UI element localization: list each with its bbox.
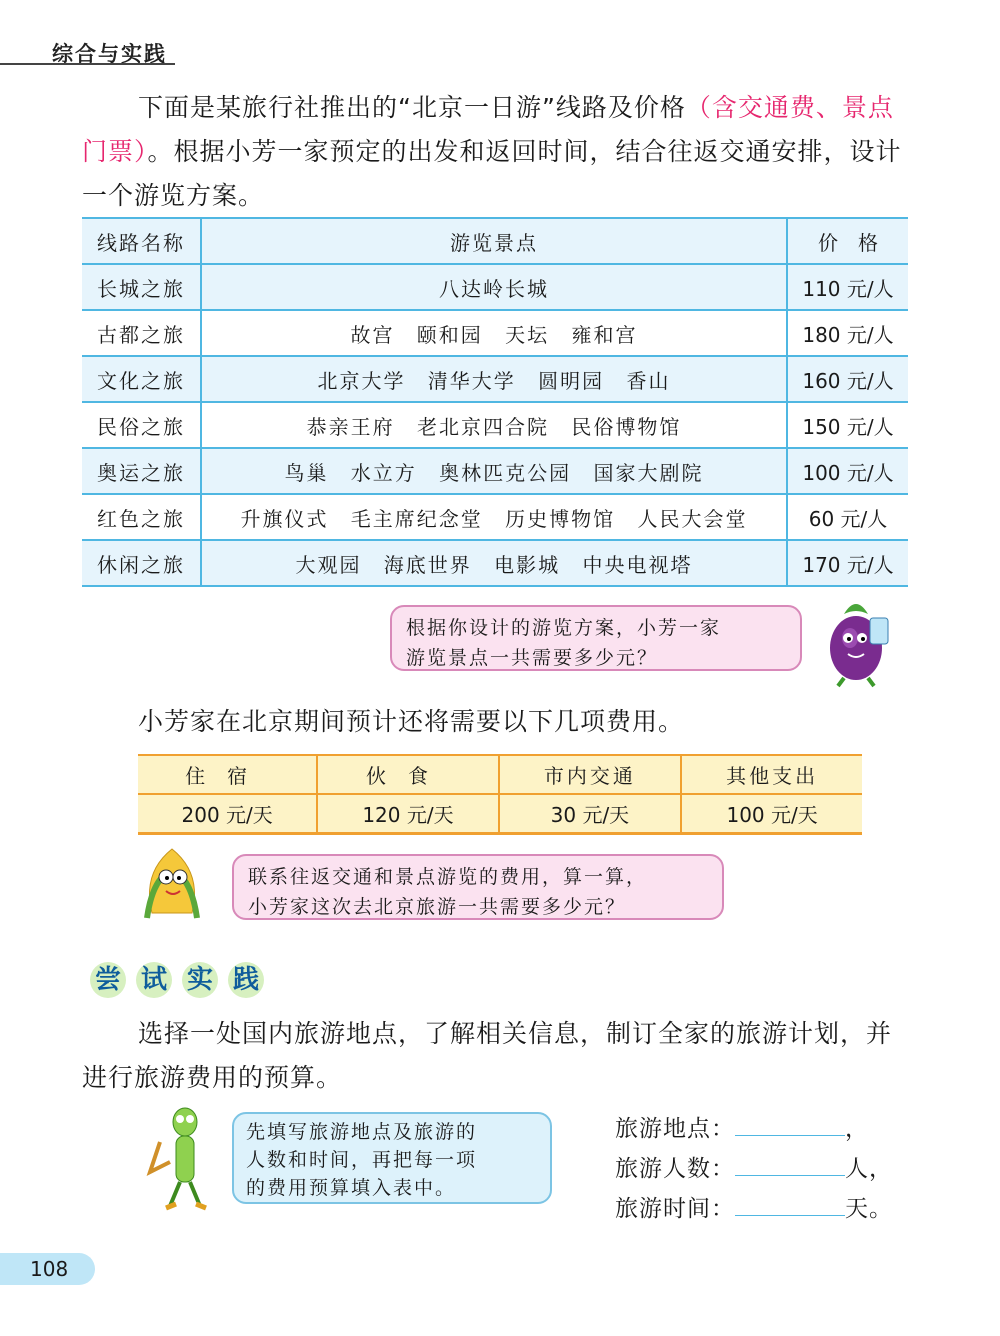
- fill-people-row: [615, 1150, 893, 1183]
- header-rule: [0, 63, 175, 65]
- table-row: [82, 494, 908, 540]
- cost-header-transport: 市内交通: [499, 755, 682, 794]
- practice-text: 选择一处国内旅游地点，了解相关信息，制订全家的旅游计划，并进行旅游费用的预算。: [82, 1019, 893, 1092]
- cost-value-other: 100 元/天: [681, 794, 862, 834]
- fill-time-row: [615, 1190, 893, 1223]
- fill-place-row: [615, 1110, 869, 1143]
- route-price: 150 元/人: [787, 402, 908, 448]
- cost-table-values: [138, 794, 862, 834]
- route-price: 100 元/人: [787, 448, 908, 494]
- try-char-3: 实: [182, 962, 218, 998]
- route-sights: 鸟巢 水立方 奥林匹克公园 国家大剧院: [201, 448, 787, 494]
- cost-value-lodging: 200 元/天: [138, 794, 317, 834]
- route-sights: 故宫 颐和园 天坛 雍和宫: [201, 310, 787, 356]
- fill-time-suffix: 天。: [845, 1196, 893, 1222]
- table-row: [82, 310, 908, 356]
- cost-value-food: 120 元/天: [317, 794, 498, 834]
- cost-header-other: 其他支出: [681, 755, 862, 794]
- route-name: 文化之旅: [82, 356, 201, 402]
- col-header-sights: 游览景点: [201, 218, 787, 264]
- route-price: 110 元/人: [787, 264, 908, 310]
- route-price: 160 元/人: [787, 356, 908, 402]
- cost-intro: 小芳家在北京期间预计还将需要以下几项费用。: [138, 707, 685, 736]
- cost-value-transport: 30 元/天: [499, 794, 682, 834]
- route-name: 古都之旅: [82, 310, 201, 356]
- speech-bubble-2: [232, 854, 724, 920]
- fill-people-label: 旅游人数：: [615, 1156, 735, 1182]
- route-name: 休闲之旅: [82, 540, 201, 586]
- route-sights: 升旗仪式 毛主席纪念堂 历史博物馆 人民大会堂: [201, 494, 787, 540]
- route-sights: 北京大学 清华大学 圆明园 香山: [201, 356, 787, 402]
- table-row: [82, 264, 908, 310]
- fill-place-suffix: ，: [845, 1116, 869, 1142]
- intro-text-red: （含交通费、景点门票）: [82, 93, 894, 166]
- try-char-1: 尝: [90, 962, 126, 998]
- bubble-2-line-2: 小芳家这次去北京旅游一共需要多少元？: [248, 896, 627, 918]
- bubble-3-line-3: 的费用预算填入表中。: [246, 1177, 457, 1199]
- route-sights: 恭亲王府 老北京四合院 民俗博物馆: [201, 402, 787, 448]
- route-name: 民俗之旅: [82, 402, 201, 448]
- table-row: [82, 356, 908, 402]
- col-header-route: 线路名称: [82, 218, 201, 264]
- cost-table-header: [138, 755, 862, 794]
- bubble-2-line-1: 联系往返交通和景点游览的费用，算一算，: [248, 866, 648, 888]
- corn-mascot-icon: [132, 843, 222, 923]
- route-price: 60 元/人: [787, 494, 908, 540]
- intro-paragraph: [82, 86, 912, 218]
- cost-table: [138, 754, 862, 835]
- route-price: 170 元/人: [787, 540, 908, 586]
- route-table: [82, 217, 908, 587]
- fill-place-label: 旅游地点：: [615, 1116, 735, 1142]
- try-char-2: 试: [136, 962, 172, 998]
- table-row: [82, 448, 908, 494]
- speech-bubble-1: [390, 605, 802, 671]
- people-blank[interactable]: [735, 1153, 845, 1176]
- place-blank[interactable]: [735, 1113, 845, 1136]
- route-name: 奥运之旅: [82, 448, 201, 494]
- bubble-3-line-1: 先填写旅游地点及旅游的: [246, 1121, 478, 1143]
- page-number: 108: [0, 1253, 95, 1285]
- time-blank[interactable]: [735, 1193, 845, 1216]
- grasshopper-mascot-icon: [140, 1102, 230, 1212]
- route-name: 长城之旅: [82, 264, 201, 310]
- fill-people-suffix: 人，: [845, 1156, 893, 1182]
- table-row: [82, 402, 908, 448]
- route-price: 180 元/人: [787, 310, 908, 356]
- route-sights: 八达岭长城: [201, 264, 787, 310]
- col-header-price: 价 格: [787, 218, 908, 264]
- bubble-1-line-2: 游览景点一共需要多少元？: [406, 647, 659, 669]
- speech-bubble-3: [232, 1112, 552, 1204]
- try-char-4: 践: [228, 962, 264, 998]
- eggplant-mascot-icon: [808, 588, 908, 688]
- table-row: [82, 540, 908, 586]
- try-practice-heading: [90, 962, 274, 998]
- bubble-3-line-2: 人数和时间，再把每一项: [246, 1149, 478, 1171]
- cost-header-lodging: 住宿: [138, 755, 317, 794]
- bubble-1-line-1: 根据你设计的游览方案，小芳一家: [406, 617, 722, 639]
- route-name: 红色之旅: [82, 494, 201, 540]
- intro-text-before: 下面是某旅行社推出的“北京一日游”线路及价格: [138, 93, 686, 122]
- fill-time-label: 旅游时间：: [615, 1196, 735, 1222]
- intro-text-after: 。根据小芳一家预定的出发和返回时间，结合往返交通安排，设计一个游览方案。: [82, 137, 902, 210]
- route-sights: 大观园 海底世界 电影城 中央电视塔: [201, 540, 787, 586]
- route-table-header: [82, 218, 908, 264]
- cost-header-food: 伙食: [317, 755, 498, 794]
- section-title: 综合与实践: [52, 42, 167, 66]
